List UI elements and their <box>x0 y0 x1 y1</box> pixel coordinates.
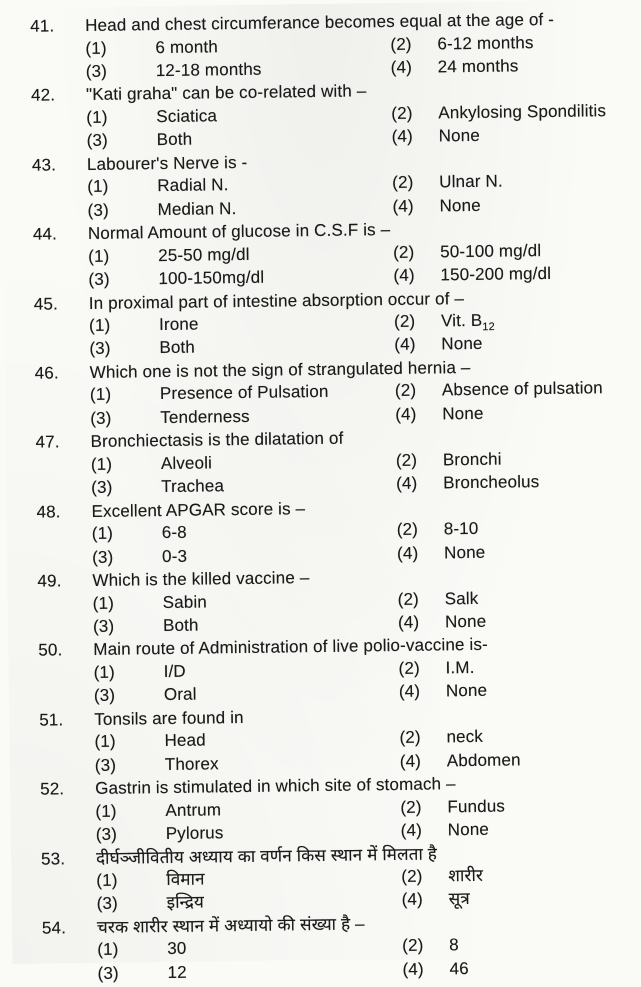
option-label: (1) <box>97 938 167 962</box>
option-text: Trachea <box>161 473 396 499</box>
question-block <box>36 493 641 570</box>
option-label: (1) <box>93 592 163 616</box>
option-text: 24 months <box>438 54 641 80</box>
option-text: 8 <box>449 932 641 958</box>
option-label: (2) <box>396 449 443 473</box>
option-text: 8-10 <box>444 516 641 542</box>
option-label: (1) <box>95 800 165 824</box>
question-text: Normal Amount of glucose in C.S.F is – <box>88 216 641 246</box>
option-label: (3) <box>86 60 156 84</box>
question-text: Main route of Administration of live polio-vaccine is- <box>93 632 641 662</box>
option-text: Oral <box>164 681 399 707</box>
option-label: (3) <box>88 268 158 292</box>
option-label: (4) <box>394 334 441 358</box>
option-text: Pylorus <box>166 820 401 846</box>
option-label: (1) <box>85 37 155 61</box>
option-label: (1) <box>93 661 163 685</box>
question-body <box>94 701 641 778</box>
option-text: 12-18 months <box>156 57 391 83</box>
option-text: इन्द्रिय <box>167 889 402 915</box>
option-text: Head <box>164 727 399 753</box>
option-text: Presence of Pulsation <box>160 380 395 406</box>
option-label: (4) <box>399 681 446 705</box>
option-text: Tenderness <box>160 404 395 430</box>
option-label: (1) <box>94 730 164 754</box>
option-label: (3) <box>91 476 161 500</box>
question-text: "Kati graha" can be co-related with – <box>86 77 641 107</box>
option-label: (2) <box>398 657 445 681</box>
option-label: (3) <box>87 199 157 223</box>
question-block <box>30 8 641 85</box>
option-label: (2) <box>391 102 438 126</box>
question-number: 51. <box>39 709 94 732</box>
option-label: (1) <box>88 245 158 269</box>
question-number: 44. <box>33 223 88 246</box>
option-label: (2) <box>398 588 445 612</box>
option-text: None <box>448 817 641 843</box>
option-text: शारीर <box>448 863 641 889</box>
option-label: (4) <box>391 56 438 80</box>
question-block <box>42 910 641 987</box>
option-text: 30 <box>167 935 402 961</box>
option-text: None <box>439 192 641 218</box>
option-label: (3) <box>97 892 167 916</box>
question-text: दीर्घञ्जीवितीय अध्याय का वर्णन किस स्थान में मिलता है <box>96 840 641 870</box>
option-text: Both <box>163 612 398 638</box>
question-number: 49. <box>37 570 92 593</box>
option-text: Antrum <box>165 797 400 823</box>
option-text: Both <box>157 126 392 152</box>
option-text: Broncheolus <box>443 470 641 496</box>
question-body <box>97 910 641 987</box>
question-body <box>96 840 641 917</box>
question-text: Which is the killed vaccine – <box>92 563 641 593</box>
question-number: 42. <box>31 84 86 107</box>
question-text: Excellent APGAR score is – <box>91 493 641 523</box>
option-text: I.M. <box>445 655 641 681</box>
question-block <box>37 563 641 640</box>
question-list <box>30 8 641 987</box>
option-text: 12 <box>167 959 402 985</box>
option-label: (2) <box>401 865 448 889</box>
question-block <box>40 771 641 848</box>
question-body <box>90 355 641 432</box>
option-label: (1) <box>91 453 161 477</box>
option-text: Radial N. <box>157 172 392 198</box>
option-label: (2) <box>400 796 447 820</box>
question-block <box>38 632 641 709</box>
option-text: 46 <box>449 956 641 982</box>
option-text: 50-100 mg/dl <box>440 238 641 264</box>
option-text: 100-150mg/dl <box>158 265 393 291</box>
option-label: (3) <box>89 338 159 362</box>
question-text: चरक शारीर स्थान में अध्यायो की संख्या है – <box>97 910 641 940</box>
option-label: (1) <box>90 384 160 408</box>
question-body <box>88 216 641 293</box>
question-block <box>34 285 641 362</box>
question-body <box>93 632 641 709</box>
option-label: (4) <box>395 403 442 427</box>
option-text: None <box>438 123 641 149</box>
option-label: (2) <box>393 241 440 265</box>
option-text: 6-8 <box>162 519 397 545</box>
option-label: (4) <box>393 264 440 288</box>
option-label: (4) <box>392 195 439 219</box>
question-block <box>35 355 641 432</box>
option-text: Sciatica <box>156 103 391 129</box>
question-text: Head and chest circumferance becomes equal at the age of - <box>85 8 641 38</box>
option-label: (3) <box>96 823 166 847</box>
option-text: 6-12 months <box>437 30 641 56</box>
option-label: (2) <box>392 172 439 196</box>
question-body <box>87 146 641 223</box>
option-text: 6 month <box>155 34 390 60</box>
question-text: Labourer's Nerve is - <box>87 146 641 176</box>
option-text: None <box>445 609 641 635</box>
question-text: Gastrin is stimulated in which site of stomach – <box>95 771 641 801</box>
option-label: (1) <box>87 175 157 199</box>
option-text: 0-3 <box>162 543 397 569</box>
option-label: (2) <box>394 310 441 334</box>
option-label: (3) <box>90 407 160 431</box>
option-label: (4) <box>402 958 449 982</box>
question-text: Which one is not the sign of strangulated hernia – <box>90 355 641 385</box>
option-text: None <box>441 331 641 357</box>
question-number: 45. <box>34 292 89 315</box>
question-text: Tonsils are found in <box>94 701 641 731</box>
question-number: 53. <box>41 847 96 870</box>
option-label: (1) <box>92 522 162 546</box>
option-label: (3) <box>87 129 157 153</box>
option-text: None <box>444 539 641 565</box>
option-text: Fundus <box>447 793 641 819</box>
option-text: Abdomen <box>447 747 641 773</box>
question-block <box>39 701 641 778</box>
option-text: Ankylosing Spondilitis <box>438 100 641 126</box>
question-body <box>86 77 641 154</box>
question-text: In proximal part of intestine absorption occur of – <box>89 285 641 315</box>
option-text: Bronchi <box>443 447 641 473</box>
question-number: 41. <box>30 15 85 38</box>
question-body <box>85 8 641 85</box>
option-label: (3) <box>97 962 167 986</box>
option-subscript: 12 <box>482 321 495 333</box>
question-body <box>91 493 641 570</box>
option-label: (2) <box>390 33 437 57</box>
option-label: (4) <box>401 889 448 913</box>
question-number: 46. <box>35 362 90 385</box>
option-text: 25-50 mg/dl <box>158 242 393 268</box>
option-label: (4) <box>398 611 445 635</box>
option-text: None <box>446 678 641 704</box>
option-label: (1) <box>96 869 166 893</box>
option-label: (4) <box>400 750 447 774</box>
option-label: (4) <box>397 542 444 566</box>
option-text: None <box>442 401 641 427</box>
option-label: (2) <box>397 519 444 543</box>
option-text: Thorex <box>165 751 400 777</box>
option-label: (4) <box>392 126 439 150</box>
question-body <box>90 424 641 501</box>
option-label: (2) <box>395 380 442 404</box>
question-number: 48. <box>36 501 91 524</box>
question-block <box>32 146 641 223</box>
option-text: Median N. <box>157 196 392 222</box>
question-number: 52. <box>40 778 95 801</box>
option-label: (1) <box>89 314 159 338</box>
question-body <box>89 285 641 362</box>
option-text: विमान <box>166 866 401 892</box>
option-label: (2) <box>399 727 446 751</box>
option-label: (3) <box>92 546 162 570</box>
question-text: Bronchiectasis is the dilatation of <box>90 424 641 454</box>
option-text: सूत्र <box>448 886 641 912</box>
option-text: Irone <box>159 311 394 337</box>
option-label: (1) <box>86 106 156 130</box>
option-text: Ulnar N. <box>439 169 641 195</box>
option-label: (2) <box>402 935 449 959</box>
option-text: Salk <box>445 585 641 611</box>
option-label: (3) <box>93 615 163 639</box>
question-body <box>95 771 641 848</box>
question-number: 50. <box>38 639 93 662</box>
question-number: 54. <box>42 917 97 940</box>
option-text: neck <box>446 724 641 750</box>
question-block <box>31 77 641 154</box>
option-text: Both <box>159 334 394 360</box>
option-text: 150-200 mg/dl <box>440 262 641 288</box>
option-label: (4) <box>401 819 448 843</box>
question-block <box>41 840 641 917</box>
question-block <box>33 216 641 293</box>
option-text: Alveoli <box>161 450 396 476</box>
question-body <box>92 563 641 640</box>
question-number: 47. <box>35 431 90 454</box>
option-text: Absence of pulsation <box>442 377 641 403</box>
option-label: (3) <box>95 754 165 778</box>
option-text: I/D <box>163 658 398 684</box>
question-block <box>35 424 641 501</box>
option-text: Sabin <box>163 589 398 615</box>
question-number: 43. <box>32 154 87 177</box>
option-label: (3) <box>94 684 164 708</box>
option-label: (4) <box>396 473 443 497</box>
option-text: Vit. $B_{12}$ <box>441 308 641 334</box>
